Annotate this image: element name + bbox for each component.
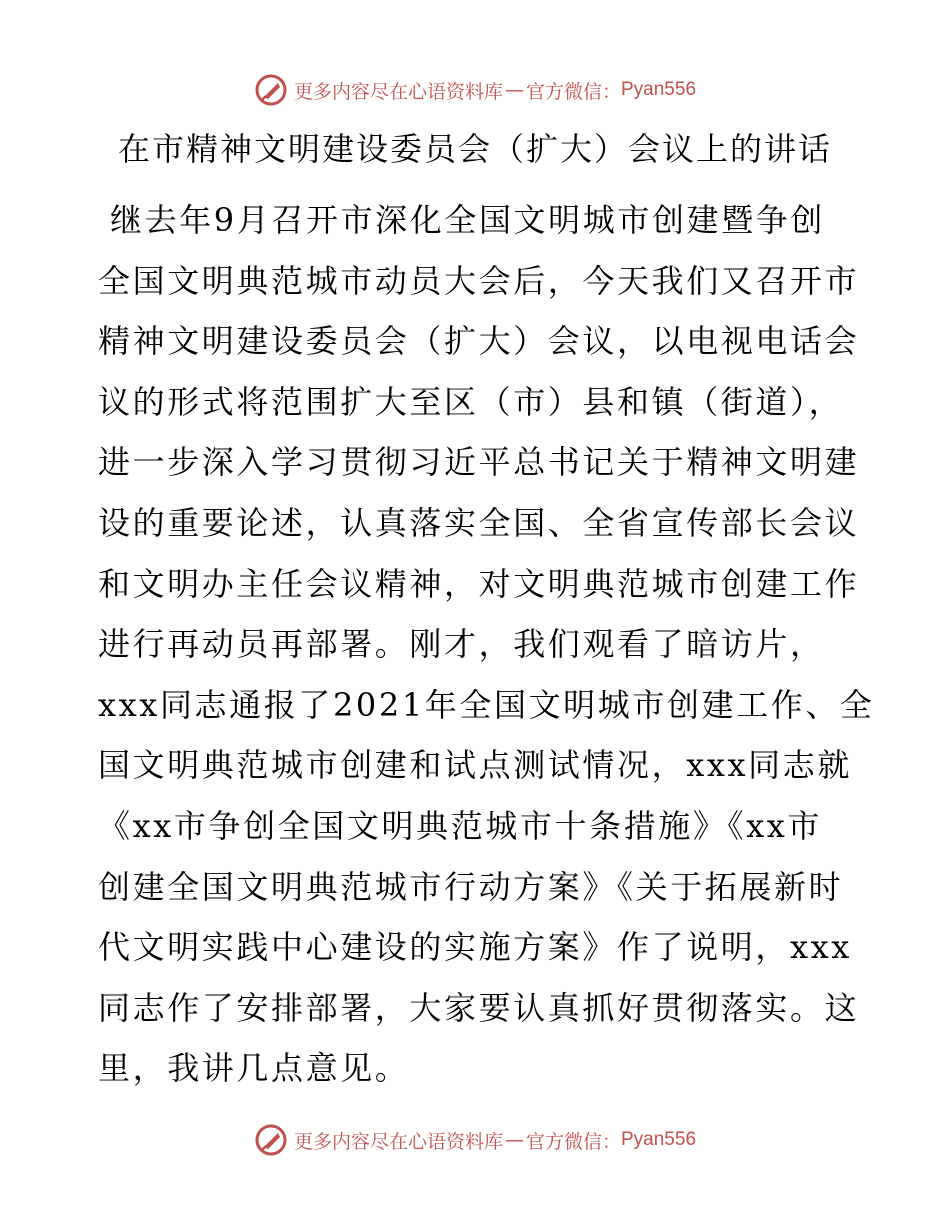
watermark-dash: — — [504, 1129, 524, 1151]
body-line: 精神文明建设委员会（扩大）会议，以电视电话会 — [98, 322, 860, 361]
body-line: 里，我讲几点意见。 — [98, 1049, 410, 1088]
body-line: 进行再动员再部署。刚才，我们观看了暗访片， — [98, 625, 825, 664]
body-line: 《xx市争创全国文明典范城市十条措施》《xx市 — [98, 806, 822, 845]
body-line: 代文明实践中心建设的实施方案》作了说明，xxx — [98, 928, 852, 967]
watermark-wechat-id: Pyan556 — [621, 1129, 697, 1150]
watermark-dash: — — [504, 79, 524, 101]
watermark-wechat-label: 官方微信： — [525, 1130, 621, 1153]
pen-nib-logo-icon — [254, 1123, 288, 1157]
body-line: 设的重要论述，认真落实全国、全省宣传部长会议 — [98, 503, 860, 542]
body-line: 同志作了安排部署，大家要认真抓好贯彻落实。这 — [98, 988, 860, 1027]
body-line: 议的形式将范围扩大至区（市）县和镇（街道）， — [98, 382, 844, 421]
body-line: 全国文明典范城市动员大会后，今天我们又召开市 — [98, 261, 860, 300]
watermark-wechat-id: Pyan556 — [621, 79, 697, 100]
watermark-footer — [0, 1120, 950, 1160]
body-line: 创建全国文明典范城市行动方案》《关于拓展新时 — [98, 867, 844, 906]
body-line: 国文明典范城市创建和试点测试情况，xxx同志就 — [98, 746, 852, 785]
watermark-text: 更多内容尽在心语资料库 — [293, 1130, 503, 1153]
body-line: 继去年9月召开市深化全国文明城市创建暨争创 — [110, 201, 825, 239]
body-line: xxx同志通报了2021年全国文明城市创建工作、全 — [98, 685, 875, 724]
pen-nib-logo-icon — [254, 73, 288, 107]
watermark-wechat-label: 官方微信： — [525, 80, 621, 103]
watermark-text: 更多内容尽在心语资料库 — [293, 80, 503, 103]
document-body — [98, 190, 875, 1099]
body-line: 进一步深入学习贯彻习近平总书记关于精神文明建 — [98, 443, 860, 482]
body-line: 和文明办主任会议精神，对文明典范城市创建工作 — [98, 564, 860, 603]
watermark-header — [0, 70, 950, 110]
document-title: 在市精神文明建设委员会（扩大）会议上的讲话 — [117, 130, 832, 168]
